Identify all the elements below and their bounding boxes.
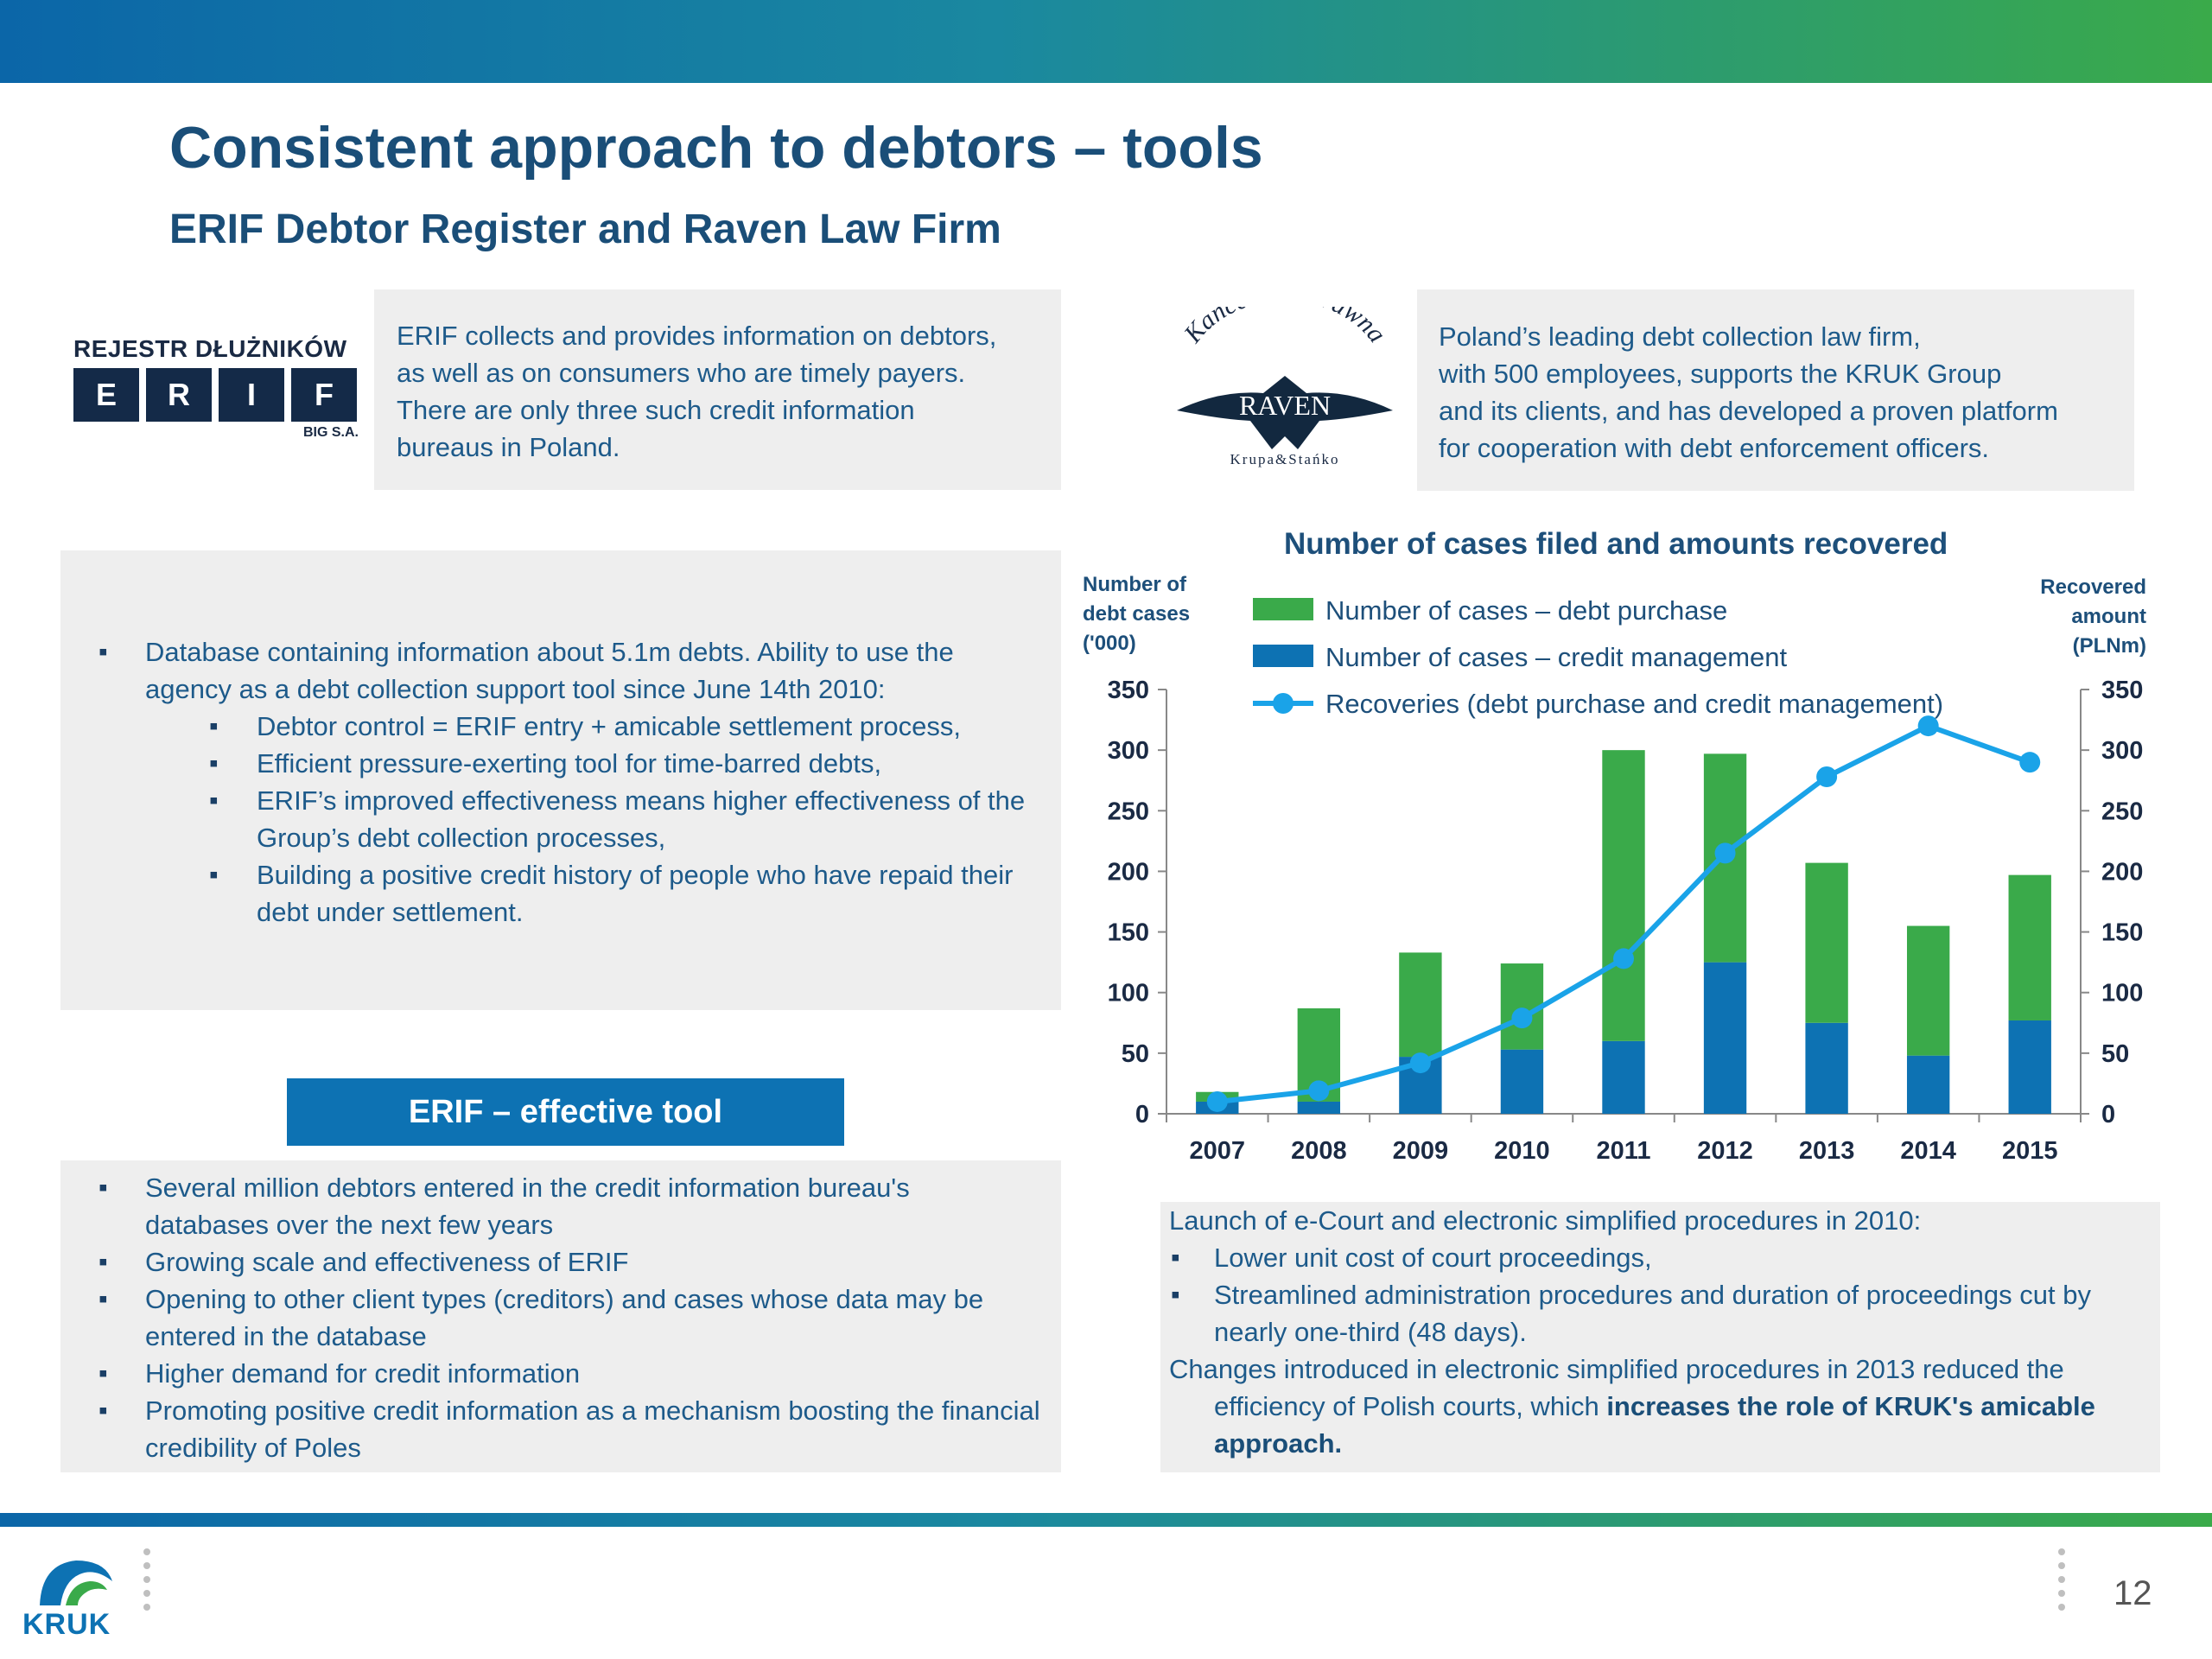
right-tick-label: 200: [2101, 858, 2144, 887]
database-main-bullet: ▪ Database containing information about 5.1m debts. Ability to use the agency as a debt collection support tool since June 14th 2010:: [81, 633, 1040, 708]
recoveries-point: [1613, 948, 1634, 969]
recoveries-point: [2019, 752, 2040, 772]
bar-debt-purchase: [2009, 875, 2051, 1020]
description-line: for cooperation with debt enforcement officers.: [1439, 433, 1989, 463]
description-line: with 500 employees, supports the KRUK Group: [1439, 359, 2002, 389]
chart-title: Number of cases filed and amounts recovered: [1284, 527, 1948, 561]
bar-credit-management: [1298, 1102, 1340, 1114]
raven-name: RAVEN: [1238, 390, 1332, 421]
erif-logo-letter: R: [146, 368, 212, 422]
left-axis-label-line: debt cases: [1083, 602, 1191, 626]
x-tick-label: 2012: [1697, 1137, 1753, 1165]
left-tick-label: 0: [1135, 1101, 1149, 1128]
raven-description-box: [1417, 289, 2134, 491]
top-accent-bar: [0, 0, 2212, 83]
erif-tool-box: [60, 1160, 1061, 1472]
left-tick-label: 300: [1107, 737, 1149, 766]
description-line: and its clients, and has developed a proven platform: [1439, 396, 2058, 426]
recoveries-point: [1207, 1091, 1228, 1112]
bar-credit-management: [1704, 963, 1746, 1114]
right-tick-label: 150: [2101, 918, 2144, 947]
database-bullets: [81, 633, 1040, 708]
description-line: Poland’s leading debt collection law firm,: [1439, 321, 1921, 352]
erif-logo-letter: E: [73, 368, 139, 422]
description-line: bureaus in Poland.: [397, 432, 620, 462]
left-axis-label-line: Number of: [1083, 573, 1186, 596]
right-tick-label: 300: [2101, 737, 2144, 766]
ecourt-changes: [1169, 1351, 2154, 1462]
footer-divider-right: [2058, 1548, 2065, 1618]
left-tick-label: 200: [1107, 858, 1149, 887]
erif-tool-bullet: ▪ Opening to other client types (creditors) and cases whose data may be entered in the database: [81, 1281, 1040, 1355]
bar-credit-management: [1907, 1056, 1949, 1114]
ecourt-box: [1160, 1202, 2160, 1472]
erif-logo-top-text: REJESTR DŁUŻNIKÓW: [73, 335, 347, 362]
left-axis-label-line: ('000): [1083, 632, 1136, 655]
legend-swatch-credit-management: [1253, 645, 1313, 667]
page-subtitle: ERIF Debtor Register and Raven Law Firm: [169, 207, 1001, 252]
right-axis-label-line: (PLNm): [2072, 634, 2146, 658]
database-sub-bullet: ▪ Efficient pressure-exerting tool for time-barred debts,: [81, 745, 1049, 782]
left-tick-label: 350: [1107, 677, 1149, 704]
bar-debt-purchase: [1602, 750, 1644, 1041]
x-tick-label: 2008: [1291, 1137, 1347, 1165]
right-axis-label-line: Recovered: [2040, 575, 2146, 599]
erif-logo-letters: [73, 368, 359, 422]
kruk-logo-text: KRUK: [22, 1608, 111, 1641]
right-tick-label: 100: [2101, 979, 2144, 1007]
ecourt-changes-text: Changes introduced in electronic simplified procedures in 2013 reduced the efficiency of Polish courts, which: [1169, 1354, 2064, 1421]
bar-credit-management: [1602, 1041, 1644, 1114]
ecourt-changes-bold: increases the role of KRUK's amicable approach.: [1214, 1391, 2095, 1459]
ecourt-bullets: [1169, 1239, 2154, 1351]
erif-logo-bottom-text: BIG S.A.: [302, 425, 359, 440]
bar-credit-management: [2009, 1020, 2051, 1114]
erif-tool-bullets: [81, 1169, 1040, 1466]
left-tick-label: 250: [1107, 798, 1149, 826]
raven-bottom-text: Krupa&Stańko: [1230, 451, 1340, 467]
description-line: as well as on consumers who are timely payers.: [397, 358, 966, 388]
right-tick-label: 350: [2101, 677, 2144, 704]
x-tick-label: 2013: [1798, 1137, 1855, 1165]
description-line: ERIF collects and provides information on debtors,: [397, 321, 997, 351]
legend-swatch-recoveries-point: [1273, 693, 1294, 714]
x-tick-label: 2015: [2001, 1137, 2058, 1165]
recoveries-point: [1511, 1007, 1532, 1028]
x-tick-label: 2014: [1900, 1137, 1956, 1165]
svg-text:Kancelaria Prawna: [1178, 307, 1391, 349]
bar-credit-management: [1805, 1023, 1847, 1114]
right-axis-label-line: amount: [2071, 605, 2146, 628]
recoveries-point: [1816, 766, 1837, 787]
database-sub-bullet: ▪ Debtor control = ERIF entry + amicable settlement process,: [81, 708, 1049, 745]
ecourt-intro: Launch of e-Court and electronic simplified procedures in 2010:: [1169, 1205, 1922, 1236]
legend-label: Recoveries (debt purchase and credit management): [1325, 689, 1944, 719]
recoveries-point: [1715, 842, 1736, 863]
kruk-logo-icon: [22, 1555, 126, 1607]
page-number: 12: [2113, 1574, 2152, 1612]
erif-tool-banner: ERIF – effective tool: [287, 1078, 844, 1146]
erif-description: [397, 317, 996, 466]
x-tick-label: 2010: [1494, 1137, 1550, 1165]
erif-tool-bullet: ▪ Higher demand for credit information: [81, 1355, 1040, 1392]
erif-tool-bullet: ▪ Several million debtors entered in the credit information bureau's databases over the next few years: [81, 1169, 1040, 1243]
erif-tool-bullet: ▪ Promoting positive credit information as a mechanism boosting the financial credibility of Poles: [81, 1392, 1040, 1466]
x-tick-label: 2007: [1189, 1137, 1246, 1165]
raven-arc-text: Kan wna: [1178, 307, 1392, 348]
bottom-accent-bar: [0, 1513, 2212, 1527]
right-tick-label: 0: [2101, 1101, 2116, 1128]
legend-label: Number of cases – credit management: [1325, 642, 1788, 672]
bar-credit-management: [1501, 1050, 1543, 1114]
raven-logo-graphic: [1168, 307, 1402, 471]
raven-logo: [1168, 307, 1402, 471]
left-tick-label: 50: [1121, 1039, 1149, 1068]
description-line: There are only three such credit information: [397, 395, 915, 425]
erif-logo-letter: I: [219, 368, 284, 422]
recoveries-point: [1410, 1052, 1431, 1073]
database-sub-bullet: ▪ ERIF’s improved effectiveness means higher effectiveness of the Group’s debt collection processes,: [81, 782, 1049, 856]
kruk-logo: [22, 1555, 126, 1641]
raven-description: [1439, 318, 2058, 467]
chart-plot: [1071, 588, 2177, 1175]
bar-debt-purchase: [1805, 863, 1847, 1023]
page-title: Consistent approach to debtors – tools: [169, 115, 1263, 181]
footer-divider-left: [143, 1548, 150, 1618]
left-tick-label: 150: [1107, 918, 1149, 947]
left-tick-label: 100: [1107, 979, 1149, 1007]
legend-label: Number of cases – debt purchase: [1325, 595, 1728, 626]
erif-tool-bullet: ▪ Growing scale and effectiveness of ERIF: [81, 1243, 1040, 1281]
recoveries-point: [1308, 1080, 1329, 1101]
database-sub-bullets: [81, 708, 1049, 931]
database-sub-bullet: ▪ Building a positive credit history of people who have repaid their debt under settlement.: [81, 856, 1049, 931]
database-box: [60, 550, 1061, 1010]
ecourt-bullet: ▪ Streamlined administration procedures and duration of proceedings cut by nearly one-third (48 days).: [1169, 1276, 2154, 1351]
bar-debt-purchase: [1399, 952, 1441, 1057]
erif-description-box: [374, 289, 1061, 490]
bar-debt-purchase: [1907, 926, 1949, 1056]
erif-logo: [73, 335, 359, 443]
erif-logo-letter: F: [291, 368, 357, 422]
x-tick-label: 2011: [1596, 1137, 1651, 1165]
right-tick-label: 50: [2101, 1039, 2130, 1068]
right-tick-label: 250: [2101, 798, 2144, 826]
legend-swatch-debt-purchase: [1253, 598, 1313, 620]
x-tick-label: 2009: [1392, 1137, 1449, 1165]
ecourt-bullet: ▪ Lower unit cost of court proceedings,: [1169, 1239, 2154, 1276]
